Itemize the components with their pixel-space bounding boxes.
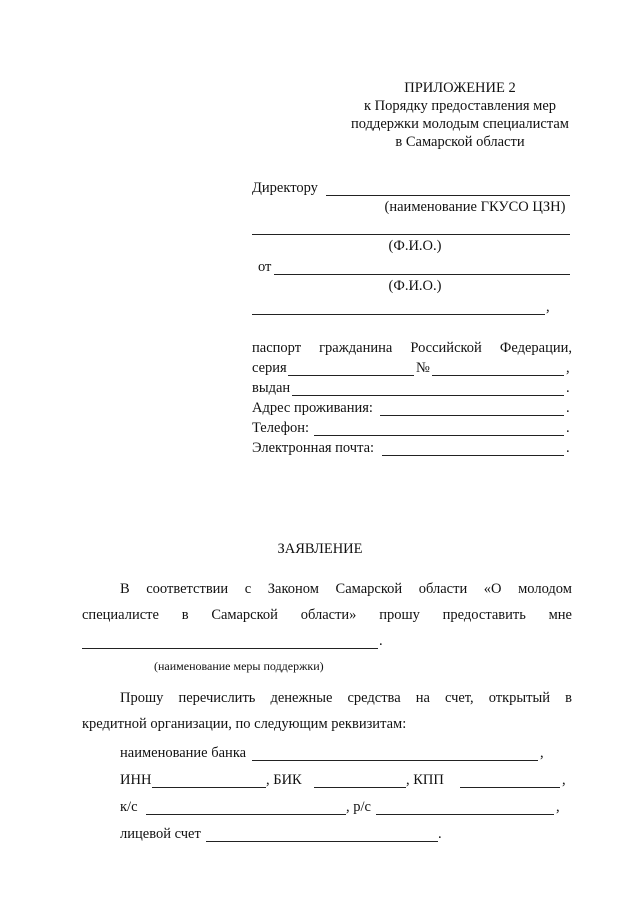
support-measure-end: .: [379, 633, 383, 649]
applicant-fio-field[interactable]: [274, 274, 570, 275]
kpp-label: , КПП: [406, 772, 444, 788]
paragraph-2-line-2: кредитной организации, по следующим реквизитам:: [82, 716, 407, 732]
word: «О: [483, 581, 502, 597]
appendix-line-2: поддержки молодым специалистам: [351, 116, 569, 132]
kpp-field[interactable]: [460, 787, 560, 788]
word: В: [120, 581, 130, 597]
passport-word: паспорт: [252, 340, 302, 356]
issued-end: .: [566, 380, 570, 396]
email-end: .: [566, 440, 570, 456]
word: перечислить: [178, 690, 256, 706]
rs-field[interactable]: [376, 814, 554, 815]
word: области: [418, 581, 468, 597]
phone-end: .: [566, 420, 570, 436]
word: специалисте: [82, 607, 159, 623]
passport-line: [252, 340, 572, 357]
email-field[interactable]: [382, 455, 564, 456]
rs-label: , р/с: [346, 799, 371, 815]
number-field[interactable]: [432, 375, 564, 376]
from-label: от: [258, 259, 272, 275]
address-label: Адрес проживания:: [252, 400, 373, 416]
number-label: №: [416, 360, 430, 376]
word: денежные: [270, 690, 333, 706]
word: прошу: [379, 607, 420, 623]
word: счет,: [444, 690, 474, 706]
appendix-title: ПРИЛОЖЕНИЕ 2: [404, 80, 516, 96]
phone-field[interactable]: [314, 435, 564, 436]
word: в: [565, 690, 572, 706]
statement-title: ЗАЯВЛЕНИЕ: [277, 541, 363, 557]
account-end: .: [438, 826, 442, 842]
paragraph-1-line-1: [120, 581, 572, 598]
word: с: [244, 581, 252, 597]
word: средства: [347, 690, 401, 706]
bank-name-end: ,: [540, 745, 544, 761]
series-end: ,: [566, 360, 570, 376]
passport-word: Российской: [410, 340, 482, 356]
word: предоставить: [442, 607, 526, 623]
series-field[interactable]: [288, 375, 414, 376]
bik-label: , БИК: [266, 772, 302, 788]
fio-hint-director: (Ф.И.О.): [388, 238, 442, 254]
word: области»: [300, 607, 357, 623]
address-field[interactable]: [380, 415, 564, 416]
account-label: лицевой счет: [120, 826, 201, 842]
paragraph-1-line-2: [82, 607, 572, 624]
passport-word: Федерации,: [499, 340, 572, 356]
email-label: Электронная почта:: [252, 440, 375, 456]
phone-label: Телефон:: [252, 420, 310, 436]
director-label: Директору: [252, 180, 318, 196]
word: мне: [548, 607, 572, 623]
word: в: [181, 607, 189, 623]
paragraph-2-line-1: [120, 690, 572, 707]
applicant-fio-field-2[interactable]: [252, 314, 545, 315]
word: соответствии: [146, 581, 229, 597]
account-field[interactable]: [206, 841, 438, 842]
word: Самарской: [211, 607, 278, 623]
word: на: [415, 690, 430, 706]
rs-end: ,: [556, 799, 560, 815]
appendix-line-1: к Порядку предоставления мер: [363, 98, 557, 114]
org-hint: (наименование ГКУСО ЦЗН): [384, 199, 566, 215]
bank-name-label: наименование банка: [120, 745, 247, 761]
issued-label: выдан: [252, 380, 291, 396]
director-fio-field[interactable]: [252, 234, 570, 235]
word: Законом: [267, 581, 319, 597]
passport-word: гражданина: [319, 340, 393, 356]
word: открытый: [488, 690, 551, 706]
fio-hint-applicant: (Ф.И.О.): [388, 278, 442, 294]
series-label: серия: [252, 360, 287, 376]
inn-field[interactable]: [152, 787, 266, 788]
ks-label: к/с: [120, 799, 138, 815]
issued-field[interactable]: [292, 395, 564, 396]
bank-name-field[interactable]: [252, 760, 538, 761]
support-measure-field[interactable]: [82, 648, 378, 649]
director-field[interactable]: [326, 195, 570, 196]
kpp-end: ,: [562, 772, 566, 788]
inn-label: ИНН: [120, 772, 152, 788]
comma: ,: [546, 299, 550, 315]
word: молодом: [518, 581, 572, 597]
word: Прошу: [120, 690, 164, 706]
word: Самарской: [335, 581, 403, 597]
appendix-line-3: в Самарской области: [395, 134, 525, 150]
bik-field[interactable]: [314, 787, 406, 788]
ks-field[interactable]: [146, 814, 346, 815]
support-measure-hint: (наименование меры поддержки): [154, 659, 324, 673]
address-end: .: [566, 400, 570, 416]
